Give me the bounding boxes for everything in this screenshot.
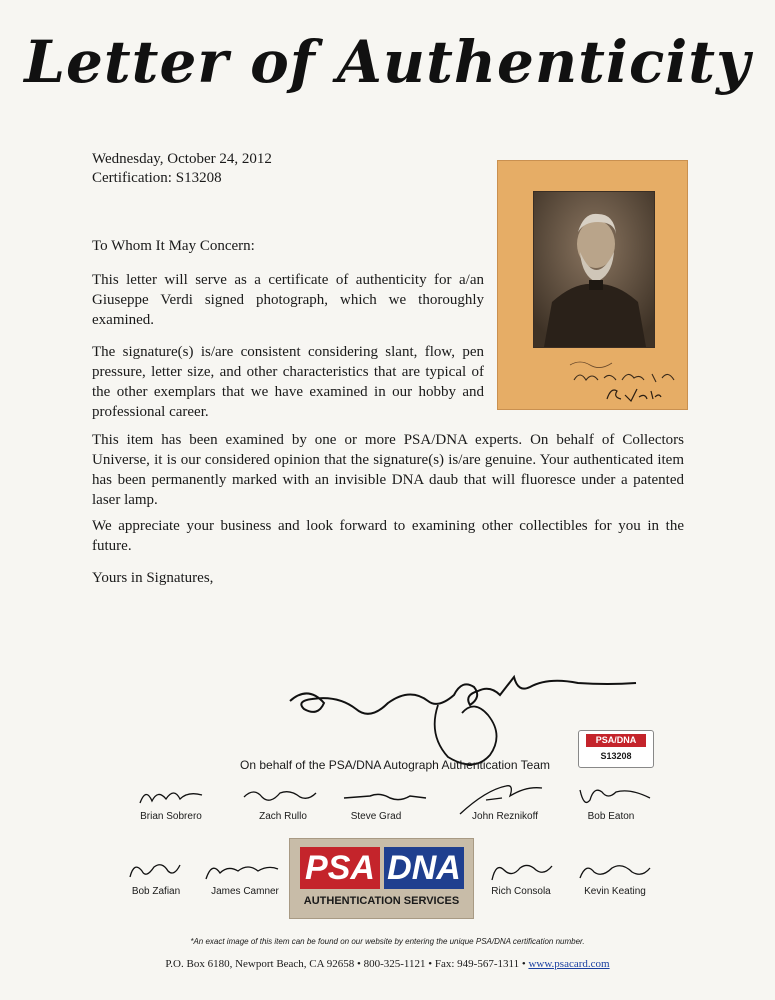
staff-signature — [136, 783, 206, 809]
footnote: *An exact image of this item can be found on our website by entering the unique PSA/DNA certification number. — [190, 937, 585, 946]
address-text: P.O. Box 6180, Newport Beach, CA 92658 • 800-325-1121 • Fax: 949-567-1311 • — [165, 958, 526, 970]
verdi-signature — [603, 385, 663, 405]
letter-header — [92, 150, 272, 188]
psa-dna-logo — [289, 838, 474, 919]
team-line: On behalf of the PSA/DNA Autograph Authentication Team — [240, 758, 550, 772]
letter-date: Wednesday, October 24, 2012 — [92, 151, 272, 167]
staff-name: Kevin Keating — [584, 886, 646, 897]
contact-address — [0, 958, 775, 970]
staff-signature — [574, 858, 654, 884]
letter-title: Letter of Authenticity — [24, 28, 751, 96]
staff-signature — [574, 782, 654, 810]
staff-name: Zach Rullo — [259, 811, 307, 822]
staff-name: Rich Consola — [491, 886, 551, 897]
verdi-photograph — [497, 160, 688, 410]
paragraph-2: The signature(s) is/are consistent considering slant, flow, pen pressure, letter size, and other characteristics that are typical of the other exemplars that we have examined in our hobby and professional career. — [92, 344, 484, 420]
staff-signature — [202, 857, 282, 883]
paragraph-3: This item has been examined by one or more PSA/DNA experts. On behalf of Collectors Universe, it is our considered opinion that the signature(s) is/are genuine. Your authenticated item has been permanently marked with an invisible DNA daub that will fluoresce under a patented laser lamp. — [92, 432, 684, 508]
staff-name: John Reznikoff — [472, 811, 538, 822]
psa-dna-label — [578, 730, 654, 768]
staff-name: Bob Zafian — [131, 886, 181, 897]
staff-signature — [240, 785, 320, 807]
paragraph-1: This letter will serve as a certificate of authenticity for a/an Giuseppe Verdi signed photograph, which we thoroughly examined. — [92, 272, 484, 328]
logo-subtitle: AUTHENTICATION SERVICES — [303, 895, 460, 907]
logo-psa: PSA — [300, 847, 380, 889]
staff-name: Brian Sobrero — [140, 811, 202, 822]
closing-line: Yours in Signatures, — [92, 570, 214, 586]
staff-signature — [340, 788, 430, 806]
staff-signature — [124, 857, 184, 883]
paragraph-4: We appreciate your business and look forward to examining other collectibles for you in the future. — [92, 518, 684, 554]
staff-name: James Camner — [211, 886, 279, 897]
staff-name: Bob Eaton — [587, 811, 635, 822]
certification-number: Certification: S13208 — [92, 170, 222, 186]
psa-label-code: S13208 — [600, 751, 632, 761]
portrait-image — [533, 191, 655, 348]
salutation: To Whom It May Concern: — [92, 238, 255, 254]
staff-name: Steve Grad — [350, 811, 402, 822]
staff-signature — [486, 858, 556, 884]
psa-label-brand: PSA/DNA — [586, 734, 646, 747]
website-link[interactable]: www.psacard.com — [528, 958, 610, 970]
logo-dna: DNA — [384, 847, 464, 889]
